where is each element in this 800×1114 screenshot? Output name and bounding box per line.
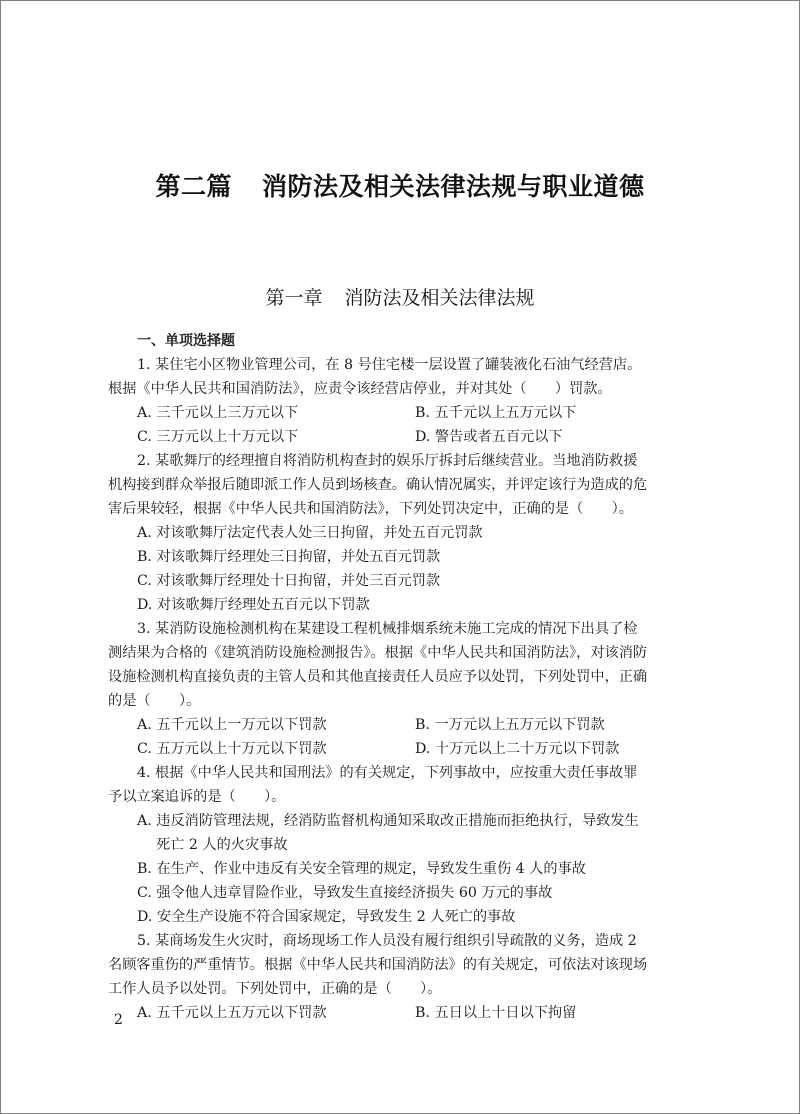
page-number: 2 xyxy=(114,1012,123,1028)
option-b: B. 在生产、作业中违反有关安全管理的规定，导致发生重伤 4 人的事故 xyxy=(137,861,586,877)
chapter-title xyxy=(1,283,799,310)
option-b: B. 一万元以上五万元以下罚款 xyxy=(415,717,605,733)
part-number: 第二篇 xyxy=(155,172,232,201)
option-a: A. 五千元以上五万元以下罚款 xyxy=(137,1005,327,1021)
option-row xyxy=(108,1001,698,1025)
question-3 xyxy=(108,617,698,761)
option-a: A. 五千元以上一万元以下罚款 xyxy=(137,717,327,733)
option-a-continuation: 死亡 2 人的火灾事故 xyxy=(156,837,288,853)
question-stem-line: 工作人员予以处罚。下列处罚中，正确的是（ ）。 xyxy=(108,981,442,997)
question-stem-line: 2. 某歌舞厅的经理擅自将消防机构查封的娱乐厅拆封后继续营业。当地消防救援 xyxy=(137,453,638,469)
option-row xyxy=(108,401,698,425)
question-stem-line: 的是（ ）。 xyxy=(108,693,201,709)
option-c: C. 对该歌舞厅经理处十日拘留，并处三百元罚款 xyxy=(137,573,441,589)
option-a: A. 对该歌舞厅法定代表人处三日拘留，并处五百元罚款 xyxy=(137,525,483,541)
option-b: B. 五千元以上五万元以下 xyxy=(415,405,577,421)
question-2 xyxy=(108,449,698,617)
option-d: D. 警告或者五百元以下 xyxy=(415,429,563,445)
question-stem-line: 测结果为合格的《建筑消防设施检测报告》。根据《中华人民共和国消防法》，对该消防 xyxy=(108,645,648,661)
option-c: C. 三万元以上十万元以下 xyxy=(137,429,299,445)
option-row xyxy=(108,713,698,737)
option-b: B. 五日以上十日以下拘留 xyxy=(415,1005,577,1021)
question-stem-line: 3. 某消防设施检测机构在某建设工程机械排烟系统未施工完成的情况下出具了检 xyxy=(137,621,638,637)
question-stem-line: 名顾客重伤的严重情节。根据《中华人民共和国消防法》的有关规定，可依法对该现场 xyxy=(108,957,648,973)
chapter-name: 消防法及相关法律法规 xyxy=(344,287,535,309)
question-stem-line: 机构接到群众举报后随即派工作人员到场核查。确认情况属实，并评定该行为造成的危 xyxy=(108,477,648,493)
option-d: D. 安全生产设施不符合国家规定，导致发生 2 人死亡的事故 xyxy=(137,909,516,925)
question-stem-line: 设施检测机构直接负责的主管人员和其他直接责任人员应予以处罚，下列处罚中，正确 xyxy=(108,669,648,685)
option-b: B. 对该歌舞厅经理处三日拘留，并处五百元罚款 xyxy=(137,549,441,565)
option-row xyxy=(108,737,698,761)
part-name: 消防法及相关法律法规与职业道德 xyxy=(262,172,645,201)
question-stem-line: 5. 某商场发生火灾时，商场现场工作人员没有履行组织引导疏散的义务，造成 2 xyxy=(137,933,637,949)
option-d: D. 十万元以上二十万元以下罚款 xyxy=(415,741,620,757)
option-row xyxy=(108,425,698,449)
option-a: A. 三千元以上三万元以下 xyxy=(137,405,299,421)
option-c: C. 五万元以上十万元以下罚款 xyxy=(137,741,327,757)
question-stem-line: 1. 某住宅小区物业管理公司，在 8 号住宅楼一层设置了罐装液化石油气经营店。 xyxy=(137,357,642,373)
option-d: D. 对该歌舞厅经理处五百元以下罚款 xyxy=(137,597,370,613)
question-stem-line: 害后果较轻，根据《中华人民共和国消防法》，下列处罚决定中，正确的是（ ）。 xyxy=(108,501,633,517)
question-4 xyxy=(108,761,698,929)
question-5 xyxy=(108,929,698,1025)
part-title xyxy=(1,167,799,203)
section-heading: 一、单项选择题 xyxy=(137,333,235,349)
option-a: A. 违反消防管理法规，经消防监督机构通知采取改正措施而拒绝执行，导致发生 xyxy=(137,813,639,829)
question-stem-line: 4. 根据《中华人民共和国刑法》的有关规定，下列事故中，应按重大责任事故罪 xyxy=(137,765,638,781)
question-stem-line: 根据《中华人民共和国消防法》，应责令该经营店停业，并对其处（ ）罚款。 xyxy=(108,381,612,397)
question-1 xyxy=(108,353,698,449)
option-c: C. 强令他人违章冒险作业，导致发生直接经济损失 60 万元的事故 xyxy=(137,885,553,901)
question-list xyxy=(108,329,698,1025)
chapter-number: 第一章 xyxy=(265,287,323,309)
question-stem-line: 予以立案追诉的是（ ）。 xyxy=(108,789,286,805)
